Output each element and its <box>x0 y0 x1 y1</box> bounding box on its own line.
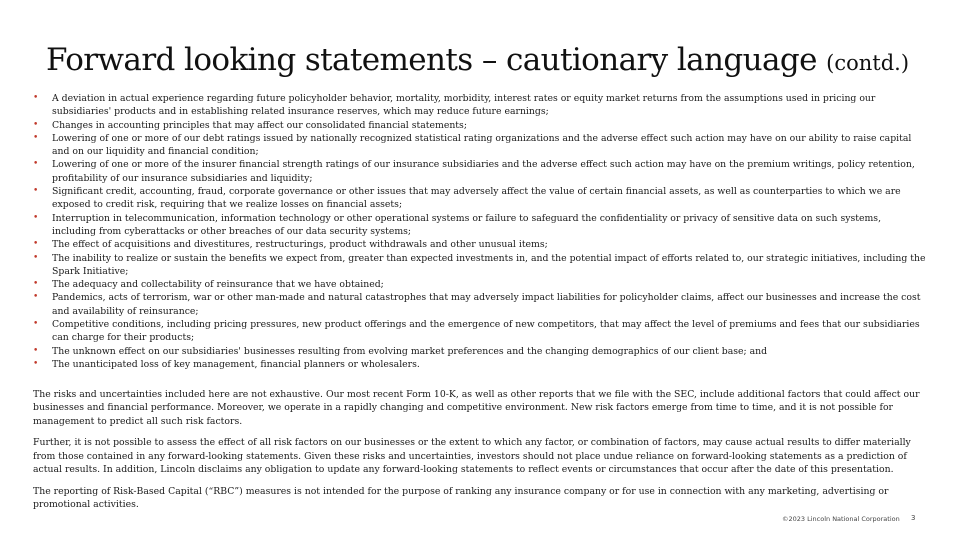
risk-factor-item: • Significant credit, accounting, fraud, corporate governance or other issues that may adversely affect the value of certain financial assets, as well as counterparties to which we are exposed to credit risk, requiring that we realize losses on financial assets; <box>33 185 927 212</box>
page-number: 3 <box>911 514 916 522</box>
risk-factor-item: • The inability to realize or sustain the benefits we expect from, greater than expected investments in, and the potential impact of efforts related to, our strategic initiatives, including the Spark Initiative; <box>33 252 927 279</box>
slide-title-main: Forward looking statements – cautionary language <box>46 42 817 78</box>
disclaimer-paragraph: The risks and uncertainties included here are not exhaustive. Our most recent Form 10-K, as well as other reports that we file with the SEC, include additional factors that could affect our businesses and financial performance. Moreover, we operate in a rapidly changing and competitive environment. New risk factors emerge from time to time, and it is not possible for management to predict all such risk factors. <box>33 389 920 427</box>
risk-factor-item: • The unanticipated loss of key management, financial planners or wholesalers. <box>33 358 927 371</box>
risk-factor-item: • The unknown effect on our subsidiaries' businesses resulting from evolving market preferences and the changing demographics of our client base; and <box>33 345 927 358</box>
disclaimer-paragraph: The reporting of Risk-Based Capital (“RBC”) measures is not intended for the purpose of ranking any insurance company or for use in connection with any marketing, advertising or promotional activities. <box>33 485 889 511</box>
slide-title-suffix: (contd.) <box>826 51 910 75</box>
risk-factor-item: • Pandemics, acts of terrorism, war or other man-made and natural catastrophes that may adversely impact liabilities for policyholder claims, affect our businesses and increase the cost and availability of reinsurance; <box>33 291 927 318</box>
slide-title <box>46 38 946 85</box>
risk-factor-item: • The effect of acquisitions and divestitures, restructurings, product withdrawals and other unusual items; <box>33 238 927 251</box>
risk-factor-item: • Interruption in telecommunication, information technology or other operational systems or failure to safeguard the confidentiality or privacy of sensitive data on such systems, including from cyberattacks or other breaches of our data security systems; <box>33 212 927 239</box>
disclaimer-paragraph: Further, it is not possible to assess the effect of all risk factors on our businesses or the extent to which any factor, or combination of factors, may cause actual results to differ materially from those contained in any forward-looking statements. Given these risks and uncertainties, investors should not place undue reliance on forward-looking statements as a prediction of actual results. In addition, Lincoln disclaims any obligation to update any forward-looking statements to reflect events or circumstances that occur after the date of this presentation. <box>33 437 911 475</box>
risk-factor-item: • The adequacy and collectability of reinsurance that we have obtained; <box>33 278 927 291</box>
footer-copyright: ©2023 Lincoln National Corporation <box>782 515 900 523</box>
risk-factor-item: • Lowering of one or more of the insurer financial strength ratings of our insurance subsidiaries and the adverse effect such action may have on the premium writings, policy retention, profitability of our insurance subsidiaries and liquidity; <box>33 158 927 185</box>
risk-factor-item: • Lowering of one or more of our debt ratings issued by nationally recognized statistical rating organizations and the adverse effect such action may have on our ability to raise capital and on our liquidity and financial condition; <box>33 132 927 159</box>
disclaimer-paragraphs <box>33 388 927 520</box>
risk-factor-list <box>33 92 927 371</box>
risk-factor-item: • Changes in accounting principles that may affect our consolidated financial statements; <box>33 119 927 132</box>
risk-factor-item: • Competitive conditions, including pricing pressures, new product offerings and the emergence of new competitors, that may affect the level of premiums and fees that our subsidiaries can charge for their products; <box>33 318 927 345</box>
risk-factor-item: • A deviation in actual experience regarding future policyholder behavior, mortality, morbidity, interest rates or equity market returns from the assumptions used in pricing our subsidiaries' products and in establishing related insurance reserves, which may reduce future earnings; <box>33 92 927 119</box>
